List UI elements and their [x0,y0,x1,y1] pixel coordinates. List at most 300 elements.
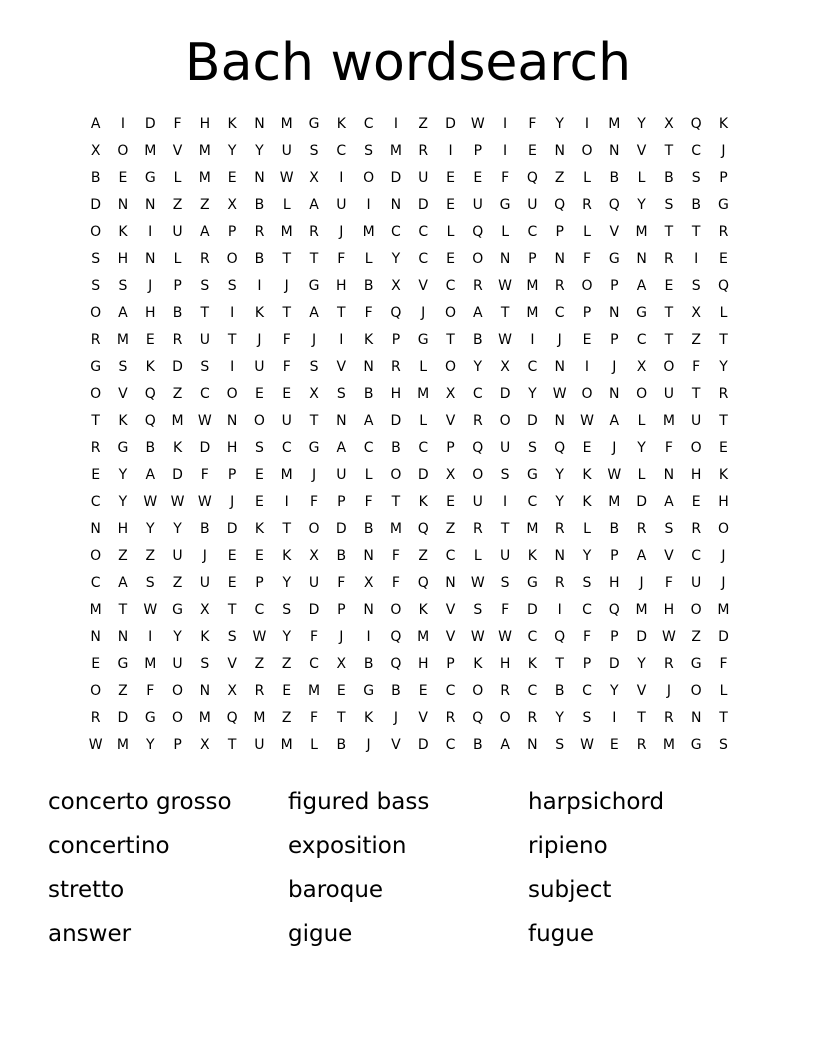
grid-letter: J [612,359,617,375]
grid-letter: M [362,224,375,240]
grid-letter: Y [145,737,155,753]
grid-letter: C [90,575,101,591]
grid-letter: M [307,683,321,699]
grid-letter: I [448,143,453,159]
grid-letter: Y [118,494,128,510]
grid-letter: U [472,197,483,213]
grid-letter: G [690,656,702,672]
grid-letter: R [500,683,510,699]
grid-letter: N [145,197,156,213]
grid-row [82,303,737,330]
grid-letter: J [721,575,726,591]
grid-letter: K [718,467,729,483]
grid-letter: R [554,575,565,591]
grid-letter: I [530,332,535,348]
grid-letter: N [363,602,374,618]
grid-letter: I [694,251,699,267]
grid-letter: O [499,413,511,429]
grid-letter: P [719,170,728,186]
grid-letter: F [282,332,291,348]
grid-letter: E [446,494,455,510]
grid-letter: C [90,494,101,510]
grid-letter: U [254,737,265,753]
grid-letter: M [280,116,293,132]
grid-letter: T [637,710,646,726]
grid-letter: G [636,305,648,321]
word-list-item: fugue [528,921,595,947]
grid-letter: D [117,710,129,726]
grid-letter: N [609,386,620,402]
grid-letter: Q [417,521,429,537]
grid-letter: W [170,494,185,510]
grid-letter: R [445,710,456,726]
grid-letter: D [144,116,156,132]
grid-letter: C [472,386,483,402]
grid-letter: Z [418,548,428,564]
grid-letter: C [281,440,292,456]
grid-letter: G [608,251,620,267]
grid-letter: S [664,197,674,213]
grid-row [82,114,737,141]
grid-letter: S [555,737,565,753]
grid-letter: A [363,413,374,429]
grid-letter: O [499,710,511,726]
grid-letter: F [364,494,373,510]
grid-letter: C [691,548,702,564]
grid-letter: D [608,656,620,672]
grid-letter: O [472,683,484,699]
grid-letter: Q [554,197,566,213]
grid-letter: S [254,440,264,456]
grid-letter: M [526,521,539,537]
grid-row [82,735,737,762]
grid-letter: R [691,521,702,537]
grid-letter: R [718,224,729,240]
grid-letter: M [253,710,266,726]
grid-letter: N [199,683,211,699]
word-list-item: harpsichord [528,789,665,815]
grid-letter: Y [719,359,728,375]
grid-letter: H [499,656,511,672]
grid-letter: I [584,359,590,375]
grid-letter: O [581,278,593,294]
grid-letter: R [472,278,483,294]
grid-letter: R [472,413,483,429]
grid-letter: D [527,413,538,429]
grid-letter: T [337,710,346,726]
grid-letter: N [363,548,374,564]
grid-letter: E [582,440,592,456]
grid-letter: Y [173,629,182,645]
grid-letter: Q [144,413,156,429]
grid-letter: Y [637,656,646,672]
grid-letter: O [172,710,184,726]
grid-letter: R [582,197,592,213]
grid-letter: W [498,629,513,645]
grid-letter: F [692,359,701,375]
grid-letter: L [719,683,728,699]
grid-letter: G [363,683,375,699]
grid-row [82,168,737,195]
grid-letter: R [636,737,647,753]
grid-letter: G [117,656,129,672]
grid-letter: N [254,116,265,132]
grid-letter: Z [172,575,183,591]
page-title: Bach wordsearch [184,33,632,93]
grid-letter: R [664,656,674,672]
grid-letter: N [254,170,265,186]
grid-letter: V [118,386,128,402]
grid-letter: I [230,359,235,375]
grid-letter: O [226,251,238,267]
grid-letter: D [226,521,238,537]
word-list-item: concerto grosso [48,789,232,815]
word-list-item: answer [48,921,132,947]
grid-letter: T [719,710,728,726]
grid-letter: J [666,683,671,699]
grid-letter: Z [172,386,183,402]
grid-letter: H [199,116,211,132]
grid-row [82,600,737,627]
grid-letter: X [500,359,510,375]
grid-letter: W [470,116,485,132]
grid-letter: F [391,548,400,564]
grid-letter: Z [445,521,456,537]
grid-letter: A [200,224,210,240]
grid-letter: L [364,467,373,483]
grid-letter: Q [717,278,729,294]
grid-letter: K [254,521,265,537]
grid-letter: R [418,143,429,159]
grid-letter: F [309,629,319,645]
grid-letter: B [363,656,374,672]
grid-letter: Y [555,494,564,510]
grid-letter: K [254,305,265,321]
grid-letter: R [664,710,674,726]
grid-letter: U [691,413,702,429]
grid-letter: N [554,359,565,375]
grid-letter: N [690,710,702,726]
grid-letter: I [120,116,126,132]
grid-letter: T [118,602,128,618]
grid-letter: S [582,710,592,726]
grid-letter: C [445,278,456,294]
grid-letter: B [391,683,401,699]
grid-letter: X [391,278,401,294]
word-list-item: ripieno [528,833,608,859]
grid-letter: P [610,629,619,645]
grid-letter: A [90,116,101,132]
grid-letter: N [90,521,101,537]
grid-letter: O [581,386,593,402]
grid-letter: G [144,170,156,186]
grid-letter: T [664,143,674,159]
grid-letter: B [363,278,374,294]
grid-letter: J [311,332,317,348]
grid-letter: D [172,359,183,375]
grid-letter: K [364,332,374,348]
grid-letter: V [227,656,237,672]
grid-letter: D [417,737,429,753]
grid-letter: O [636,386,648,402]
grid-letter: G [144,710,156,726]
grid-letter: N [445,575,456,591]
grid-letter: T [309,251,319,267]
grid-letter: S [527,440,537,456]
grid-letter: N [527,737,538,753]
grid-letter: G [718,197,729,213]
grid-letter: T [337,305,346,321]
grid-letter: S [227,629,237,645]
grid-letter: N [663,467,675,483]
grid-letter: U [472,494,483,510]
word-list-item: stretto [48,877,125,903]
grid-letter: N [554,413,565,429]
grid-letter: J [339,629,344,645]
grid-letter: I [503,116,508,132]
grid-letter: C [336,143,347,159]
word-list-item: baroque [288,877,384,903]
grid-letter: W [252,629,267,645]
grid-letter: R [199,251,210,267]
grid-letter: O [690,683,702,699]
grid-letter: J [257,332,262,348]
grid-letter: O [444,305,457,321]
grid-letter: N [609,143,620,159]
grid-letter: I [339,170,344,186]
grid-letter: M [717,602,730,618]
grid-letter: D [390,413,402,429]
grid-letter: V [664,548,674,564]
grid-letter: A [500,737,510,753]
grid-letter: C [445,737,456,753]
grid-letter: T [500,305,510,321]
grid-letter: W [498,278,513,294]
grid-letter: Y [582,548,592,564]
grid-letter: R [554,278,565,294]
grid-letter: W [197,413,212,429]
grid-letter: D [172,467,183,483]
grid-letter: Q [554,629,566,645]
grid-letter: Y [282,629,291,645]
grid-letter: P [227,224,237,240]
grid-letter: A [664,494,674,510]
grid-letter: C [527,629,538,645]
grid-letter: W [661,629,676,645]
grid-letter: A [118,305,128,321]
grid-letter: B [200,521,210,537]
grid-letter: D [445,116,456,132]
grid-letter: L [473,548,482,564]
grid-letter: U [199,575,210,591]
grid-letter: N [145,251,156,267]
grid-letter: E [255,467,264,483]
grid-letter: R [172,332,183,348]
grid-letter: W [143,602,158,618]
grid-letter: I [503,143,508,159]
grid-letter: E [227,548,237,564]
grid-letter: M [608,494,621,510]
grid-row [82,384,737,411]
grid-letter: T [227,602,237,618]
grid-letter: S [118,278,128,294]
grid-letter: P [473,143,483,159]
grid-letter: O [226,386,238,402]
grid-letter: M [116,332,129,348]
grid-letter: F [309,710,319,726]
grid-letter: Q [390,305,402,321]
grid-letter: N [390,197,402,213]
grid-letter: K [227,116,237,132]
grid-letter: M [280,224,293,240]
grid-letter: W [279,170,294,186]
grid-letter: W [470,575,485,591]
grid-letter: U [499,548,511,564]
grid-letter: F [309,494,319,510]
grid-letter: Y [637,197,646,213]
grid-letter: G [117,440,129,456]
grid-letter: H [663,602,675,618]
grid-letter: R [472,521,483,537]
grid-letter: P [610,332,619,348]
grid-letter: L [637,413,646,429]
grid-letter: I [148,224,153,240]
grid-letter: Q [608,602,620,618]
grid-letter: C [309,656,319,672]
grid-letter: S [691,278,701,294]
grid-letter: B [664,170,674,186]
grid-letter: C [363,440,374,456]
grid-letter: L [419,359,428,375]
grid-letter: A [336,440,347,456]
grid-letter: Y [391,251,401,267]
grid-letter: E [255,494,264,510]
grid-letter: U [199,332,210,348]
grid-letter: F [282,359,291,375]
grid-letter: L [637,170,646,186]
grid-letter: U [281,143,292,159]
grid-row [82,654,737,681]
grid-letter: L [583,521,591,537]
grid-letter: M [389,143,402,159]
grid-letter: S [309,359,319,375]
grid-letter: T [691,386,701,402]
grid-letter: O [581,143,593,159]
grid-letter: F [501,170,510,186]
grid-letter: Z [554,170,565,186]
grid-letter: S [719,737,728,753]
grid-letter: Y [118,467,128,483]
grid-letter: M [198,143,211,159]
grid-letter: O [663,359,675,375]
grid-letter: B [336,737,347,753]
grid-letter: X [363,575,374,591]
letter-grid [82,114,737,762]
grid-letter: E [609,737,619,753]
grid-letter: U [172,224,183,240]
grid-letter: G [526,467,538,483]
grid-letter: N [117,629,129,645]
grid-letter: W [552,386,567,402]
grid-letter: B [609,170,620,186]
grid-letter: M [526,278,539,294]
grid-letter: O [90,548,102,564]
grid-letter: D [527,602,538,618]
grid-letter: D [417,197,429,213]
grid-letter: B [691,197,701,213]
grid-letter: B [609,521,620,537]
grid-letter: U [527,197,538,213]
grid-row [82,411,737,438]
grid-letter: K [582,494,592,510]
grid-row [82,330,737,357]
grid-letter: C [418,440,429,456]
grid-letter: Q [690,116,702,132]
grid-letter: C [391,224,401,240]
grid-letter: L [173,251,182,267]
grid-letter: C [527,224,538,240]
grid-letter: Y [173,521,182,537]
grid-letter: M [635,602,648,618]
grid-letter: R [554,521,565,537]
grid-row [82,492,737,519]
grid-letter: S [500,467,510,483]
grid-row [82,357,737,384]
grid-letter: I [284,494,289,510]
grid-letter: P [227,467,237,483]
word-list-item: gigue [288,921,353,947]
grid-letter: T [282,521,291,537]
grid-letter: P [610,278,619,294]
grid-letter: H [117,251,129,267]
grid-letter: T [91,413,100,429]
grid-letter: Y [282,575,291,591]
grid-letter: O [390,602,402,618]
grid-letter: Q [417,575,429,591]
grid-letter: O [90,386,102,402]
grid-letter: L [310,737,318,753]
grid-letter: X [309,386,319,402]
grid-letter: P [337,494,346,510]
grid-row [82,222,737,249]
grid-letter: P [555,224,564,240]
grid-letter: N [609,305,620,321]
grid-letter: B [90,170,101,186]
grid-letter: M [662,413,675,429]
grid-letter: H [718,494,729,510]
grid-letter: T [555,656,564,672]
grid-letter: F [664,575,673,591]
grid-letter: B [363,521,374,537]
grid-row [82,627,737,654]
grid-letter: F [582,251,592,267]
grid-letter: N [499,251,511,267]
grid-letter: S [664,521,674,537]
grid-letter: F [173,116,182,132]
grid-letter: B [554,683,565,699]
grid-letter: C [527,683,538,699]
grid-letter: Z [200,197,210,213]
grid-letter: R [90,332,101,348]
grid-letter: N [90,629,101,645]
grid-letter: J [202,548,207,564]
grid-letter: D [90,197,102,213]
grid-letter: J [148,278,153,294]
grid-letter: N [226,413,238,429]
grid-letter: S [200,359,210,375]
grid-letter: F [501,602,510,618]
grid-letter: H [390,386,402,402]
